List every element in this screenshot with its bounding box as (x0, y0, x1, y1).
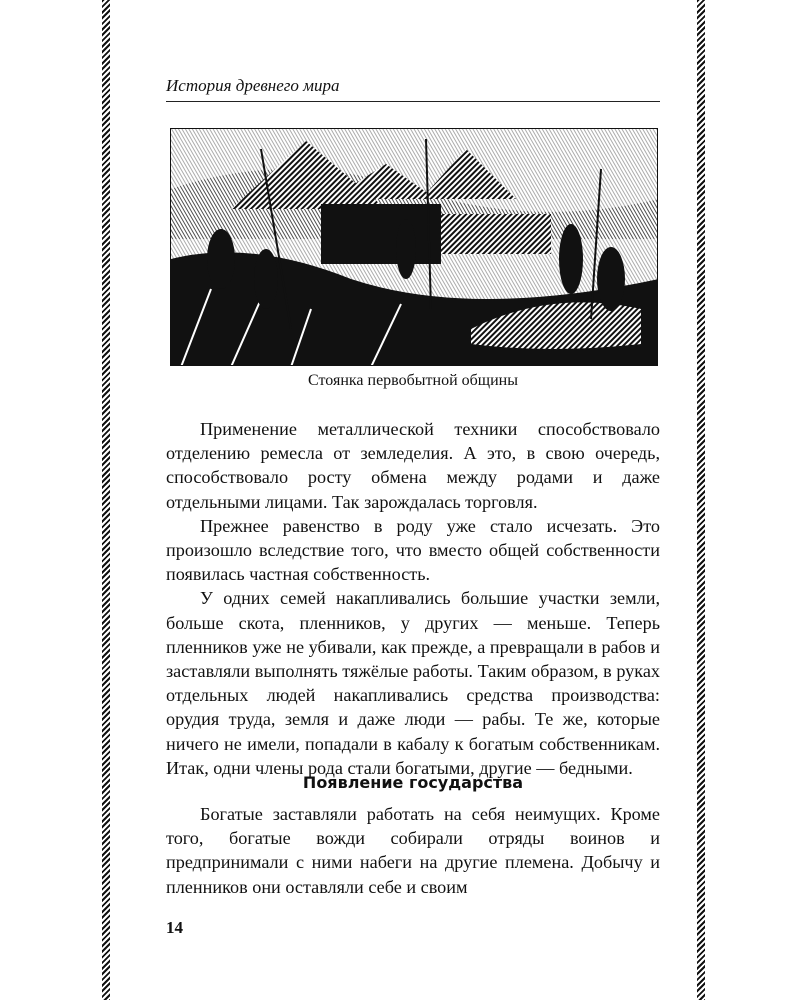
body-text (166, 417, 660, 780)
illustration-primitive-settlement (170, 128, 658, 366)
header-rule (166, 101, 660, 102)
figure-caption: Стоянка первобытной общины (308, 372, 518, 389)
paragraph: Богатые заставляли работать на себя неимущих. Кроме того, богатые вожди собирали отряды воинов и предпринимали с ними набеги на другие племена. Добычу и пленников они оставляли себе и своим (166, 804, 660, 897)
running-header: История древнего мира (166, 76, 340, 95)
right-decorative-border (697, 0, 705, 1000)
paragraph: У одних семей накапливались большие участки земли, больше скота, пленников, у других — меньше. Теперь пленников уже не убивали, как прежде, а превращали в рабов и заставляли выполнять тяжёлые работы. Таким образом, в руках отдельных людей накапливались средства производства: орудия труда, земля и даже люди — рабы. Те же, которые ничего не имели, попадали в кабалу к богатым собственникам. Итак, одни члены рода стали богатыми, другие — бедными. (166, 588, 660, 778)
page-number: 14 (166, 918, 183, 937)
section-body-text (166, 802, 660, 899)
section-heading: Появление государства (302, 773, 524, 792)
paragraph: Применение металлической техники способствовало отделению ремесла от земледелия. А это, в свою очередь, способствовало росту обмена между родами и даже отдельными лицами. Так зарождалась торговля. (166, 419, 660, 512)
left-decorative-border (102, 0, 110, 1000)
paragraph: Прежнее равенство в роду уже стало исчезать. Это произошло вследствие того, что вместо общей собственности появилась частная собственность. (166, 515, 660, 585)
